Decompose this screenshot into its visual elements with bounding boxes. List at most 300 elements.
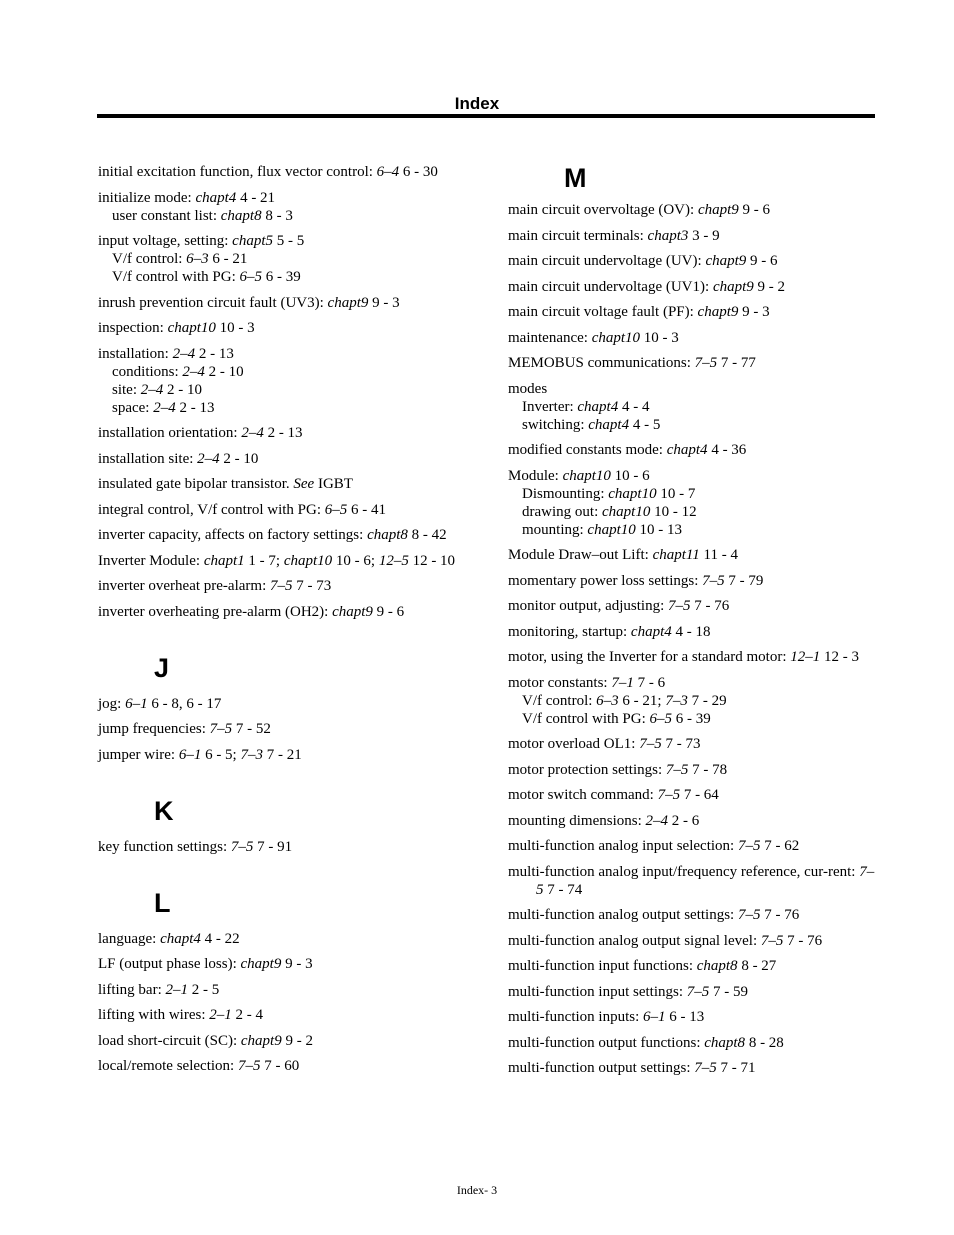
index-entry xyxy=(508,380,880,434)
page-reference: 7–5 xyxy=(737,838,761,854)
index-entry xyxy=(98,577,470,595)
term-text: motor overload OL1: xyxy=(508,736,640,752)
index-term xyxy=(98,526,470,544)
term-text: 10 - 13 xyxy=(635,521,682,538)
page-reference: 6–3 xyxy=(596,692,619,709)
term-text: IGBT xyxy=(314,476,353,492)
index-term xyxy=(508,1034,880,1052)
term-text: inverter overheat pre-alarm: xyxy=(98,578,270,594)
page-reference: chapt8 xyxy=(367,527,408,543)
index-entry xyxy=(508,354,880,372)
index-term xyxy=(508,761,880,779)
index-subterm xyxy=(98,399,470,417)
term-text: 6 - 21; xyxy=(618,692,666,709)
term-text: 7 - 77 xyxy=(717,355,756,371)
page-reference: chapt4 xyxy=(195,189,237,206)
term-text: motor constants: xyxy=(508,674,612,691)
index-entry xyxy=(508,329,880,347)
page-reference: chapt10 xyxy=(587,521,636,538)
index-entry xyxy=(98,720,470,738)
term-text: maintenance: xyxy=(508,329,592,346)
term-text: 4 - 22 xyxy=(200,930,240,947)
section-letter: M xyxy=(564,163,587,193)
index-term xyxy=(98,294,470,312)
section-letter: J xyxy=(154,652,170,683)
page-reference: 6–1 xyxy=(125,695,148,712)
index-entry xyxy=(98,424,470,442)
term-text: 7 - 62 xyxy=(760,838,800,854)
index-term xyxy=(508,441,880,459)
term-text: 7 - 76 xyxy=(690,598,730,614)
page-reference: chapt9 xyxy=(697,304,739,320)
index-entry xyxy=(508,837,880,855)
term-text: modes xyxy=(508,380,548,397)
index-term xyxy=(98,163,470,181)
index-entry xyxy=(508,1059,880,1077)
index-subterm xyxy=(508,485,880,503)
term-text: 7 - 71 xyxy=(716,1060,756,1076)
term-text: 7 - 79 xyxy=(724,572,764,589)
index-entry xyxy=(98,526,470,544)
term-text: 9 - 3 xyxy=(368,294,400,311)
page-reference: 7–5 xyxy=(694,355,718,371)
term-text: 9 - 3 xyxy=(738,304,770,320)
index-column-right xyxy=(508,163,880,1085)
index-entry xyxy=(508,303,880,321)
term-text: Inverter Module: xyxy=(98,552,204,569)
term-text: 7 - 29 xyxy=(687,692,727,709)
page-reference: 7–5 xyxy=(665,761,689,778)
term-text: 7 - 6 xyxy=(633,674,666,691)
page-reference: 6–5 xyxy=(239,269,262,285)
page-reference: 7–3 xyxy=(240,746,263,763)
index-entry xyxy=(508,735,880,753)
page-reference: 7–5 xyxy=(270,578,293,594)
index-term xyxy=(508,648,880,666)
index-entry xyxy=(98,294,470,312)
index-term xyxy=(98,838,470,856)
term-text: local/remote selection: xyxy=(98,1058,238,1074)
page-reference: 2–4 xyxy=(645,812,669,829)
page-reference: chapt8 xyxy=(704,1034,746,1051)
term-text: modified constants mode: xyxy=(508,442,667,458)
index-term xyxy=(98,981,470,999)
index-term xyxy=(98,1057,470,1075)
term-text: 2 - 5 xyxy=(188,981,220,998)
term-text: multi-function input settings: xyxy=(508,983,687,1000)
index-term xyxy=(508,735,880,753)
page-reference: 2–4 xyxy=(197,450,220,467)
term-text: language: xyxy=(98,930,161,947)
term-text: inrush prevention circuit fault (UV3): xyxy=(98,294,328,311)
index-term xyxy=(508,1059,880,1077)
page-reference: chapt9 xyxy=(240,956,282,972)
index-subterm xyxy=(508,521,880,539)
term-text: 2 - 13 xyxy=(263,425,303,441)
index-entry xyxy=(98,746,470,764)
term-text: main circuit overvoltage (OV): xyxy=(508,202,698,218)
term-text: multi-function analog input/frequency reference, cur-rent: xyxy=(508,863,860,880)
term-text: inspection: xyxy=(98,320,168,336)
term-text: 8 - 28 xyxy=(745,1034,784,1051)
term-text: 10 - 3 xyxy=(215,320,255,336)
term-text: installation site: xyxy=(98,450,198,467)
index-term xyxy=(508,278,880,296)
index-subterm xyxy=(508,692,880,710)
page-reference: 7–5 xyxy=(760,932,784,949)
page-reference: 6–1 xyxy=(643,1009,666,1025)
term-text: 2 - 13 xyxy=(175,399,215,416)
term-text: 4 - 21 xyxy=(236,189,276,206)
term-text: motor switch command: xyxy=(508,787,658,803)
term-text: 10 - 6 xyxy=(610,467,650,484)
index-term xyxy=(508,597,880,615)
term-text: lifting bar: xyxy=(98,981,166,998)
index-term xyxy=(98,1006,470,1024)
term-text: 4 - 36 xyxy=(707,442,747,458)
term-text: main circuit terminals: xyxy=(508,227,648,244)
page-reference: chapt8 xyxy=(220,207,262,224)
term-text: installation orientation: xyxy=(98,425,242,441)
term-text: multi-function output settings: xyxy=(508,1060,695,1076)
term-text: key function settings: xyxy=(98,838,231,855)
term-text: 6 - 41 xyxy=(347,501,387,518)
index-entry xyxy=(98,475,470,493)
term-text: motor protection settings: xyxy=(508,761,666,778)
index-subterm xyxy=(98,381,470,399)
term-text: jumper wire: xyxy=(98,746,179,763)
term-text: 2 - 13 xyxy=(195,345,234,362)
page-reference: 2–4 xyxy=(172,345,196,362)
index-entry xyxy=(98,930,470,948)
term-text: load short-circuit (SC): xyxy=(98,1032,241,1049)
index-entry xyxy=(508,572,880,590)
term-text: inverter capacity, affects on factory settings: xyxy=(98,527,368,543)
term-text: drawing out: xyxy=(522,503,602,520)
index-term xyxy=(98,450,470,468)
page-reference: chapt10 xyxy=(591,329,641,346)
index-term xyxy=(98,720,470,738)
term-text: 7 - 76 xyxy=(760,907,800,923)
page-reference: chapt10 xyxy=(608,485,657,502)
page-header-title: Index xyxy=(454,94,500,113)
term-text: 6 - 5; xyxy=(201,746,241,763)
term-text: 7 - 78 xyxy=(688,761,728,778)
index-term xyxy=(98,577,470,595)
index-term xyxy=(98,232,470,250)
term-text: motor, using the Inverter for a standard motor: xyxy=(508,649,791,665)
index-term xyxy=(508,786,880,804)
term-text: 8 - 42 xyxy=(407,527,447,543)
term-text: 7 - 52 xyxy=(232,721,271,737)
index-entry xyxy=(508,812,880,830)
page-reference: 2–4 xyxy=(182,363,205,380)
term-text: site: xyxy=(112,381,141,398)
term-text: V/f control with PG: xyxy=(522,710,650,727)
index-entry xyxy=(508,278,880,296)
term-text: 5 - 5 xyxy=(272,233,305,249)
term-text: 12 - 3 xyxy=(820,649,859,665)
page-reference: chapt9 xyxy=(697,202,739,218)
term-text: mounting: xyxy=(522,521,588,538)
page-reference: chapt4 xyxy=(666,442,708,458)
index-term xyxy=(98,1032,470,1050)
term-text: jog: xyxy=(98,695,126,712)
index-term xyxy=(98,424,470,442)
index-entry xyxy=(508,761,880,779)
term-text: 7 - 59 xyxy=(709,983,748,1000)
index-term xyxy=(508,957,880,975)
index-subterm xyxy=(98,207,470,225)
term-text: 8 - 27 xyxy=(737,958,777,974)
term-text: 6 - 13 xyxy=(665,1009,705,1025)
index-subterm xyxy=(508,503,880,521)
index-term xyxy=(508,1008,880,1026)
index-subterm xyxy=(508,416,880,434)
term-text: 7 - 64 xyxy=(680,787,719,803)
index-term xyxy=(98,552,470,570)
index-entry xyxy=(508,674,880,728)
page-reference: 6–1 xyxy=(178,746,202,763)
index-term xyxy=(508,303,880,321)
index-entry xyxy=(508,467,880,539)
index-entry xyxy=(508,597,880,615)
index-term xyxy=(98,603,470,621)
index-term xyxy=(98,955,470,973)
index-term xyxy=(508,572,880,590)
term-text: 10 - 3 xyxy=(640,329,679,346)
term-text: 2 - 10 xyxy=(219,450,259,467)
index-term xyxy=(98,345,470,363)
term-text: V/f control with PG: xyxy=(112,269,240,285)
index-entry xyxy=(98,838,470,856)
index-term xyxy=(508,674,880,692)
index-entry xyxy=(508,786,880,804)
term-text: main circuit undervoltage (UV1): xyxy=(508,278,713,295)
term-text: 7 - 76 xyxy=(783,932,823,949)
page-reference: 7–5 xyxy=(702,572,725,589)
index-entry xyxy=(508,932,880,950)
page-reference: 7–5 xyxy=(639,736,662,752)
page-reference: 7–5 xyxy=(209,721,233,737)
index-term xyxy=(508,201,880,219)
term-text: installation: xyxy=(98,345,173,362)
page-reference: chapt3 xyxy=(647,227,689,244)
index-entry xyxy=(508,623,880,641)
index-term xyxy=(508,467,880,485)
index-term xyxy=(98,319,470,337)
page-reference: 7–5 xyxy=(686,983,710,1000)
index-entry xyxy=(98,232,470,286)
index-entry xyxy=(508,441,880,459)
term-text: 4 - 18 xyxy=(671,623,711,640)
section-letter: L xyxy=(154,887,171,918)
page-reference: 2–4 xyxy=(153,399,176,416)
index-entry xyxy=(508,201,880,219)
term-text: inverter overheating pre-alarm (OH2): xyxy=(98,603,333,620)
page-reference: chapt9 xyxy=(712,278,754,295)
term-text: main circuit voltage fault (PF): xyxy=(508,304,698,320)
term-text: space: xyxy=(112,399,154,416)
page-reference: 7–5 xyxy=(694,1060,717,1076)
term-text: jump frequencies: xyxy=(98,721,210,737)
page-footer-label: Index- 3 xyxy=(456,1183,498,1197)
page-reference: chapt1 xyxy=(203,552,245,569)
page-reference: 7–5 xyxy=(737,907,761,923)
index-subterm xyxy=(98,363,470,381)
term-text: 9 - 6 xyxy=(372,603,405,620)
term-text: 9 - 2 xyxy=(753,278,786,295)
term-text: LF (output phase loss): xyxy=(98,956,241,972)
term-text: multi-function output functions: xyxy=(508,1034,705,1051)
term-text: 10 - 12 xyxy=(650,503,697,520)
page-reference: 6–5 xyxy=(324,501,348,518)
index-entry xyxy=(98,1057,470,1075)
term-text: 2 - 10 xyxy=(163,381,202,398)
term-text: 1 - 7; xyxy=(244,552,284,569)
index-term xyxy=(508,227,880,245)
index-entry xyxy=(508,648,880,666)
term-text: monitoring, startup: xyxy=(508,623,631,640)
page-reference: chapt10 xyxy=(602,503,651,520)
term-text: initial excitation function, flux vector control: xyxy=(98,164,377,180)
page-reference: 6–5 xyxy=(649,710,672,727)
term-text: 7 - 74 xyxy=(543,881,583,898)
index-entry xyxy=(508,863,880,899)
term-text: main circuit undervoltage (UV): xyxy=(508,253,706,269)
term-text: 10 - 6; xyxy=(332,552,379,569)
index-entry xyxy=(508,252,880,270)
term-text: Module Draw–out Lift: xyxy=(508,547,653,563)
index-column-left xyxy=(98,163,470,1083)
index-term xyxy=(98,695,470,713)
term-text: 9 - 3 xyxy=(281,956,313,972)
index-term xyxy=(98,501,470,519)
term-text: 4 - 5 xyxy=(629,416,661,433)
page-reference: chapt10 xyxy=(562,467,611,484)
index-entry xyxy=(98,450,470,468)
page-reference: 12–5 xyxy=(378,552,409,569)
page-reference: chapt10 xyxy=(167,320,216,336)
index-subterm xyxy=(98,250,470,268)
index-term xyxy=(98,930,470,948)
term-text: 6 - 8, 6 - 17 xyxy=(147,695,222,712)
term-text: multi-function analog output signal level: xyxy=(508,932,761,949)
term-text: 2 - 10 xyxy=(204,363,244,380)
term-text: lifting with wires: xyxy=(98,1007,210,1023)
index-subterm xyxy=(508,398,880,416)
term-text: V/f control: xyxy=(522,692,597,709)
term-text: 6 - 30 xyxy=(399,164,438,180)
page-reference: chapt9 xyxy=(332,603,373,620)
term-text: switching: xyxy=(522,416,589,433)
index-term xyxy=(508,623,880,641)
page-reference: chapt9 xyxy=(327,294,369,311)
index-term xyxy=(98,475,470,493)
term-text: integral control, V/f control with PG: xyxy=(98,501,325,518)
term-text: 7 - 73 xyxy=(292,578,332,594)
index-entry xyxy=(508,957,880,975)
term-text: user constant list: xyxy=(112,207,221,224)
term-text: monitor output, adjusting: xyxy=(508,598,668,614)
term-text: 2 - 6 xyxy=(668,812,700,829)
page-reference: chapt4 xyxy=(588,416,630,433)
term-text: 11 - 4 xyxy=(699,547,738,563)
term-text: MEMOBUS communications: xyxy=(508,355,695,371)
section-letter: K xyxy=(154,795,174,826)
index-entry xyxy=(508,546,880,564)
page-reference: 2–4 xyxy=(140,381,164,398)
term-text: 4 - 4 xyxy=(618,398,650,415)
page-reference: 2–1 xyxy=(165,981,188,998)
index-term xyxy=(508,983,880,1001)
page-reference: 2–1 xyxy=(209,1007,232,1023)
term-text: multi-function input functions: xyxy=(508,958,697,974)
term-text: 12 - 10 xyxy=(408,552,456,569)
page-reference: 7–5 xyxy=(657,787,681,803)
term-text: 9 - 6 xyxy=(738,202,771,218)
page-reference: chapt4 xyxy=(577,398,619,415)
index-term xyxy=(508,546,880,564)
index-entry xyxy=(508,1034,880,1052)
index-term xyxy=(508,932,880,950)
term-text: 8 - 3 xyxy=(261,207,293,224)
term-text: 7 - 21 xyxy=(262,746,302,763)
term-text: multi-function analog output settings: xyxy=(508,907,738,923)
index-entry xyxy=(98,501,470,519)
term-text: conditions: xyxy=(112,363,183,380)
page-reference: 7–3 xyxy=(665,692,688,709)
page-reference: chapt5 xyxy=(232,233,273,249)
term-text: momentary power loss settings: xyxy=(508,572,703,589)
index-entry xyxy=(508,1008,880,1026)
index-subterm xyxy=(98,268,470,286)
index-entry xyxy=(98,345,470,417)
index-term xyxy=(98,189,470,207)
term-text: 9 - 6 xyxy=(746,253,778,269)
page-reference: chapt10 xyxy=(283,552,333,569)
page-reference: 7–5 xyxy=(536,863,875,898)
index-entry xyxy=(98,603,470,621)
term-text: 6 - 39 xyxy=(672,710,711,727)
page-reference: 7–5 xyxy=(230,838,254,855)
term-text: 2 - 4 xyxy=(231,1007,263,1023)
page-reference: 7–1 xyxy=(611,674,634,691)
term-text: Inverter: xyxy=(522,398,578,415)
index-term xyxy=(98,746,470,764)
page-reference: 6–4 xyxy=(376,164,400,180)
page-reference: chapt4 xyxy=(160,930,201,947)
term-text: 6 - 21 xyxy=(208,251,248,267)
page-reference: 7–5 xyxy=(237,1058,261,1074)
index-term xyxy=(508,252,880,270)
page-reference: 12–1 xyxy=(790,649,821,665)
term-text: 10 - 7 xyxy=(656,485,696,502)
term-text: 7 - 91 xyxy=(253,838,293,855)
page-reference: 7–5 xyxy=(668,598,691,614)
index-entry xyxy=(98,189,470,225)
term-text: 6 - 39 xyxy=(262,269,301,285)
index-term xyxy=(508,380,880,398)
page-reference: See xyxy=(293,476,315,492)
header-rule xyxy=(97,114,875,118)
index-entry xyxy=(508,983,880,1001)
term-text: 3 - 9 xyxy=(688,227,720,244)
index-entry xyxy=(98,319,470,337)
page-reference: chapt9 xyxy=(240,1032,282,1049)
page-reference: 2–4 xyxy=(241,425,264,441)
term-text: insulated gate bipolar transistor. xyxy=(98,476,294,492)
